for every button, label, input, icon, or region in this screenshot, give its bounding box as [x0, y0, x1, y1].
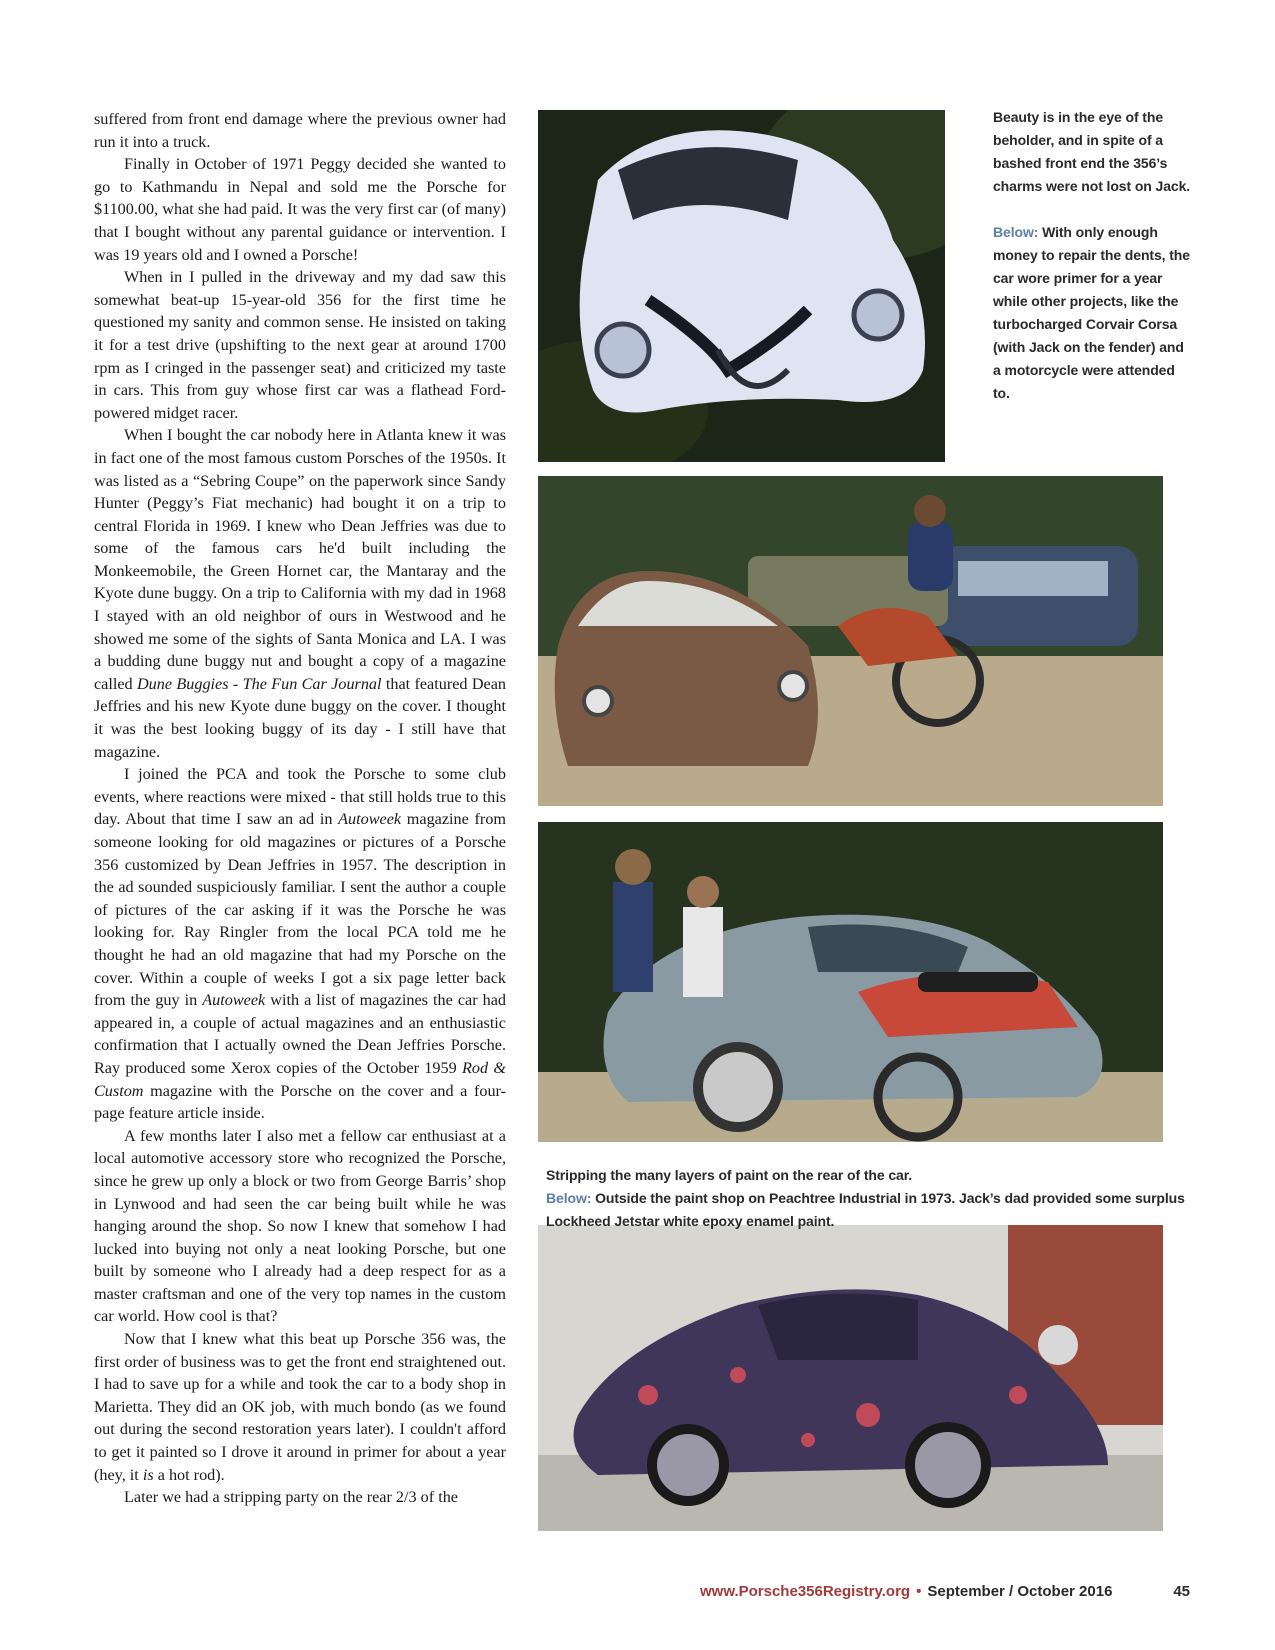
caption-run: Outside the paint shop on Peachtree Industrial in 1973. Jack’s dad provided some surplus Lockheed Jetstar white epoxy enamel paint.: [546, 1190, 1185, 1229]
text-run: with a list of magazines the car had appeared in, a couple of actual magazines and an enthusiastic confirmation that I actually owned the Dean Jeffries Porsche. Ray produced some Xerox copies of the October 1959: [94, 991, 506, 1077]
paragraph: [94, 424, 506, 763]
magazine-title: Autoweek: [338, 810, 402, 829]
photo-white-coupe-front: [538, 110, 945, 462]
page-number: 45: [1173, 1583, 1190, 1600]
text-run: magazine with the Porsche on the cover and a four-page feature article inside.: [94, 1081, 506, 1123]
emphasis: is: [142, 1465, 154, 1484]
text-run: When I bought the car nobody here in Atlanta knew it was in fact one of the most famous custom Porsches of the 1950s. It was listed as a “Sebring Coupe” on the paperwork since Sandy Hunter (Peggy’s Fiat mechanic) had bought it on a trip to central Florida in 1969. I knew who Dean Jeffries was due to some of the famous cars he'd built including the Monkeemobile, the Green Hornet car, the Mantaray and the Kyote dune buggy. On a trip to California with my dad in 1968 I stayed with an old neighbor of ours in Westwood and he showed me some of the sights of Santa Monica and LA. I was a budding dune buggy nut and bought a copy of a magazine called: [94, 426, 506, 693]
caption-text: [546, 1187, 1186, 1233]
footer-issue: September / October 2016: [927, 1583, 1113, 1600]
photo-stripping-paint: [538, 822, 1163, 1142]
magazine-title: Autoweek: [202, 991, 266, 1010]
caption-lead: Below:: [993, 224, 1039, 240]
caption-text: [993, 221, 1193, 405]
footer-bullet: •: [916, 1583, 922, 1600]
paragraph: [94, 763, 506, 1125]
caption-lead: Below:: [546, 1190, 592, 1206]
article-body: [94, 108, 506, 1509]
page-footer: [700, 1583, 1190, 1600]
caption-middle: [546, 1164, 1186, 1233]
photo-paint-shop: [538, 1225, 1163, 1531]
magazine-title: Dune Buggies - The Fun Car Journal: [136, 674, 382, 693]
paragraph: [94, 1328, 506, 1486]
text-run: magazine from someone looking for old magazines or pictures of a Porsche 356 customized by Dean Jeffries in 1957. The description in the ad sounded suspiciously familiar. I sent the author a couple of pictures of the car asking if it was the Porsche he was looking for. Ray Ringler from the local PCA told me he thought he had an old magazine that had my Porsche on the cover. Within a couple of weeks I got a six page letter back from the guy in: [94, 810, 507, 1010]
magazine-title: Rod & Custom: [94, 1058, 506, 1100]
text-run: Now that I knew what this beat up Porsche 356 was, the first order of business was to get the front end straightened out. I had to save up for a while and took the car to a body shop in Marietta. They did an OK job, with much bondo (as we found out during the second restoration years later). I couldn't afford to get it painted so I drove it around in primer for about a year (hey, it: [94, 1330, 506, 1484]
paragraph: When in I pulled in the driveway and my dad saw this somewhat beat-up 15-year-old 356 for the first time he questioned my sanity and common sense. He insisted on taking it for a test drive (upshifting to the next gear at around 1700 rpm as I cringed in the passenger seat) and criticized my taste in cars. This from guy whose first car was a flathead Ford-powered midget racer.: [94, 268, 506, 422]
paragraph: suffered from front end damage where the previous owner had run it into a truck.: [94, 110, 506, 151]
footer-url: www.Porsche356Registry.org: [700, 1583, 911, 1600]
text-run: that featured Dean Jeffries and his new Kyote dune buggy on the cover. I thought it was the best looking buggy of its day - I still have that magazine.: [94, 674, 506, 761]
paragraph: Finally in October of 1971 Peggy decided she wanted to go to Kathmandu in Nepal and sold me the Porsche for $1100.00, what she had paid. It was the very first car (of many) that I bought without any parental guidance or intervention. I was 19 years old and I owned a Porsche!: [94, 155, 506, 264]
caption-text: Beauty is in the eye of the beholder, and in spite of a bashed front end the 356’s charms were not lost on Jack.: [993, 109, 1191, 194]
photo-primer-coupe-and-motorcycle: [538, 476, 1163, 806]
caption-run: With only enough money to repair the dents, the car wore primer for a year while other projects, like the turbocharged Corvair Corsa (with Jack on the fender) and a motorcycle were attended to.: [993, 224, 1190, 401]
caption-top: [993, 106, 1193, 405]
paragraph: Later we had a stripping party on the rear 2/3 of the: [124, 1488, 458, 1507]
paragraph: A few months later I also met a fellow car enthusiast at a local automotive accessory store who recognized the Porsche, since he grew up only a block or two from George Barris’ shop in Lynwood and had seen the car being built while he was hanging around the shop. So now I knew that somehow I had lucked into buying not only a neat looking Porsche, but one built by someone who I already had a deep respect for as a master craftsman and one of the very top names in the custom car world. How cool is that?: [94, 1126, 506, 1326]
text-run: a hot rod).: [153, 1465, 225, 1484]
text-run: I joined the PCA and took the Porsche to some club events, where reactions were mixed - that still holds true to this day. About that time I saw an ad in: [94, 765, 506, 829]
caption-text: Stripping the many layers of paint on the rear of the car.: [546, 1167, 913, 1183]
